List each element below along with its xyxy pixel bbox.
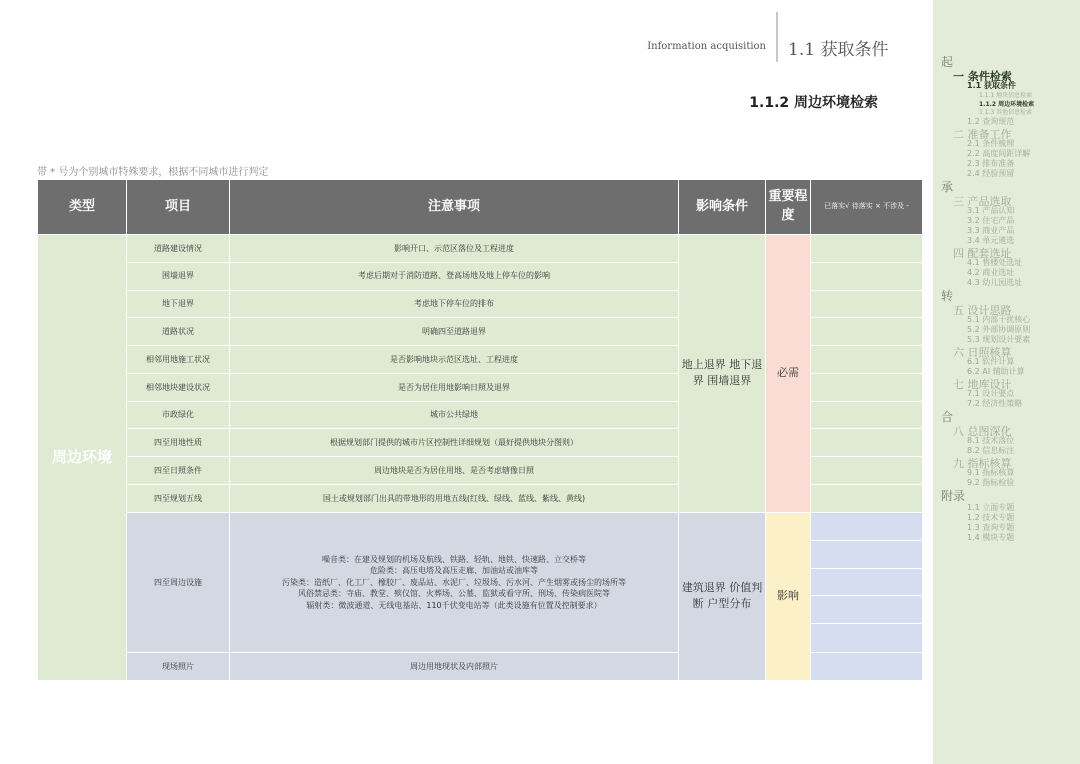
header-item: 项目 — [127, 180, 230, 235]
status-cell[interactable] — [811, 262, 923, 290]
sidebar-item[interactable]: 九 指标核算 — [953, 456, 1012, 470]
note-text: 带 * 号为个别城市特殊要求，根据不同城市进行判定 — [37, 167, 269, 178]
type-cell: 周边环境 — [38, 235, 127, 681]
header-importance: 重要程度 — [766, 180, 811, 235]
note-cell: 影响开口、示范区落位及工程进度 — [230, 235, 679, 263]
sidebar-item[interactable]: 4.2 商业选址 — [967, 267, 1015, 277]
facility-line: 辐射类：微波通道、无线电基站、110千伏变电站等（此类设施有位置及控制要求） — [306, 600, 602, 610]
item-cell: 相邻地块建设状况 — [127, 373, 230, 401]
item-cell: 现场照片 — [127, 653, 230, 681]
header-english: Information acquisition — [647, 41, 766, 52]
facility-line: 噪音类：在建及规划的机场及航线、铁路、轻轨、地铁、快速路、立交桥等 — [322, 554, 586, 564]
importance-cell: 影响 — [766, 512, 811, 680]
sidebar-item[interactable]: 2.4 经验预留 — [967, 168, 1015, 178]
sidebar-item[interactable]: 3.3 商业产品 — [967, 225, 1015, 235]
status-cell[interactable] — [811, 235, 923, 263]
sidebar-item[interactable]: 3.1 产品认知 — [967, 205, 1015, 215]
sidebar-item[interactable]: 3.2 住宅产品 — [967, 215, 1015, 225]
sidebar-item[interactable]: 七 地库设计 — [953, 377, 1012, 391]
environment-table — [37, 179, 923, 681]
sidebar-item[interactable]: 承 — [941, 179, 954, 194]
sidebar-item[interactable]: 9.1 指标核算 — [967, 467, 1015, 477]
chapter-title: 1.1 获取条件 — [788, 40, 889, 60]
sidebar-item[interactable]: 1.1 立面专题 — [967, 502, 1015, 512]
sidebar-item[interactable]: 1.3 查询专题 — [967, 522, 1015, 532]
sidebar-item[interactable]: 合 — [941, 409, 954, 424]
item-cell: 相邻用地施工状况 — [127, 346, 230, 374]
sidebar-item[interactable]: 2.1 条件梳理 — [967, 138, 1015, 148]
sidebar-item[interactable]: 1.2 技术专题 — [967, 512, 1015, 522]
status-cell[interactable] — [811, 653, 923, 681]
sidebar-item[interactable]: 6.1 软件计算 — [967, 356, 1015, 366]
status-cell[interactable] — [811, 541, 922, 569]
item-cell: 道路建设情况 — [127, 235, 230, 263]
sidebar-item[interactable]: 6.2 AI 辅助计算 — [967, 366, 1025, 376]
header-divider — [776, 12, 778, 62]
item-cell: 围墙退界 — [127, 262, 230, 290]
importance-cell: 必需 — [766, 235, 811, 513]
status-cell[interactable] — [811, 596, 922, 624]
table-header-row — [38, 180, 923, 235]
sidebar-item[interactable]: 5.2 外部协调原则 — [967, 324, 1031, 334]
header-condition: 影响条件 — [679, 180, 766, 235]
note-cell: 根据规划部门提供的城市片区控制性详细规划（最好提供地块分图则） — [230, 429, 679, 457]
status-cell[interactable] — [811, 457, 923, 485]
note-cell: 国土或规划部门出具的带地形的用地五线(红线、绿线、蓝线、紫线、黄线) — [230, 485, 679, 513]
sidebar-item[interactable]: 1.1.2 周边环境检索 — [979, 100, 1035, 108]
sidebar-item[interactable]: 八 总图深化 — [953, 424, 1012, 438]
item-cell: 市政绿化 — [127, 401, 230, 429]
sidebar-item[interactable]: 3.4 单元遴选 — [967, 235, 1015, 245]
status-cell[interactable] — [811, 624, 922, 652]
note-cell: 城市公共绿地 — [230, 401, 679, 429]
status-cell[interactable] — [811, 429, 923, 457]
sidebar — [933, 0, 1080, 764]
note-cell: 周边地块是否为居住用地、是否考虑辖像日照 — [230, 457, 679, 485]
sidebar-item[interactable]: 起 — [941, 55, 954, 69]
status-cell[interactable] — [811, 569, 922, 597]
table-row — [38, 235, 923, 263]
status-stack — [811, 512, 923, 652]
sidebar-item[interactable]: 4.3 幼儿园选址 — [967, 277, 1023, 287]
table-row — [38, 512, 923, 652]
sidebar-item[interactable]: 三 产品选取 — [953, 194, 1012, 208]
sidebar-item[interactable]: 一 条件检索 — [953, 70, 1012, 83]
sidebar-item[interactable]: 8.2 信息标注 — [967, 445, 1015, 455]
status-cell[interactable] — [811, 373, 923, 401]
sidebar-item[interactable]: 六 日照核算 — [953, 345, 1012, 359]
note-cell: 考虑地下停车位的排布 — [230, 290, 679, 318]
header-type: 类型 — [38, 180, 127, 235]
header-notes: 注意事项 — [230, 180, 679, 235]
sidebar-item[interactable]: 转 — [941, 288, 954, 303]
facility-line: 危险类：高压电塔及高压走廊、加油站或油库等 — [370, 566, 538, 576]
sidebar-item[interactable]: 7.2 经济性策略 — [967, 398, 1023, 408]
status-cell[interactable] — [811, 318, 923, 346]
note-cell: 考虑后期对于消防道路、登高场地及地上停车位的影响 — [230, 262, 679, 290]
sidebar-item[interactable]: 8.1 技术落位 — [967, 435, 1015, 445]
sidebar-item[interactable]: 1.1.3 其他信息检索 — [979, 109, 1033, 116]
item-cell: 四至用地性质 — [127, 429, 230, 457]
facility-line: 污染类：造纸厂、化工厂、橡胶厂、废品站、水泥厂、垃圾场、污水河、产生烟雾或扬尘的场所等 — [282, 577, 626, 587]
sidebar-item[interactable]: 4.1 售楼处选址 — [967, 257, 1023, 267]
facility-note-cell — [230, 512, 679, 652]
status-cell[interactable] — [811, 514, 922, 542]
sidebar-item[interactable]: 附录 — [941, 488, 966, 503]
header-status: 已落实√ 待落实 × 不涉及 - — [811, 180, 923, 235]
sidebar-item[interactable]: 四 配套选址 — [953, 246, 1012, 260]
item-cell: 地下退界 — [127, 290, 230, 318]
item-cell: 四至规划五线 — [127, 485, 230, 513]
sidebar-item[interactable]: 7.1 设计要点 — [967, 388, 1015, 398]
note-cell: 明确四至道路退界 — [230, 318, 679, 346]
status-cell[interactable] — [811, 290, 923, 318]
sidebar-item[interactable]: 5.1 内部干扰核心 — [967, 314, 1031, 324]
sidebar-item[interactable]: 2.3 排布准备 — [967, 158, 1015, 168]
sidebar-item[interactable]: 1.1.1 地块信息检索 — [979, 92, 1033, 99]
item-cell: 四至周边设施 — [127, 512, 230, 652]
section-title: 1.1.2 周边环境检索 — [749, 95, 878, 111]
sidebar-item[interactable]: 9.2 指标检验 — [967, 477, 1015, 487]
sidebar-item[interactable]: 五 设计思路 — [953, 303, 1012, 317]
sidebar-item[interactable]: 1.1 获取条件 — [967, 81, 1016, 90]
note-cell: 周边用地现状及内部照片 — [230, 653, 679, 681]
sidebar-item[interactable]: 1.2 查询规范 — [967, 116, 1015, 126]
condition-cell: 建筑退界 价值判断 户型分布 — [679, 512, 766, 680]
note-cell: 是否为居住用地影响日照及退界 — [230, 373, 679, 401]
sidebar-item[interactable]: 5.3 规划设计要素 — [967, 334, 1031, 344]
status-cell[interactable] — [811, 485, 923, 513]
condition-cell: 地上退界 地下退界 围墙退界 — [679, 235, 766, 513]
status-cell[interactable] — [811, 346, 923, 374]
item-cell: 四至日照条件 — [127, 457, 230, 485]
facility-line: 风俗禁忌类：寺庙、教堂、殡仪馆、火葬场、公墓、监狱或看守所、刑场、传染病医院等 — [298, 589, 610, 599]
status-cell[interactable] — [811, 401, 923, 429]
sidebar-item[interactable]: 1.4 模块专题 — [967, 532, 1015, 542]
sidebar-item[interactable]: 2.2 高度间距详解 — [967, 148, 1031, 158]
sidebar-item[interactable]: 二 准备工作 — [953, 127, 1012, 141]
note-cell: 是否影响地块示范区选址、工程进度 — [230, 346, 679, 374]
item-cell: 道路状况 — [127, 318, 230, 346]
